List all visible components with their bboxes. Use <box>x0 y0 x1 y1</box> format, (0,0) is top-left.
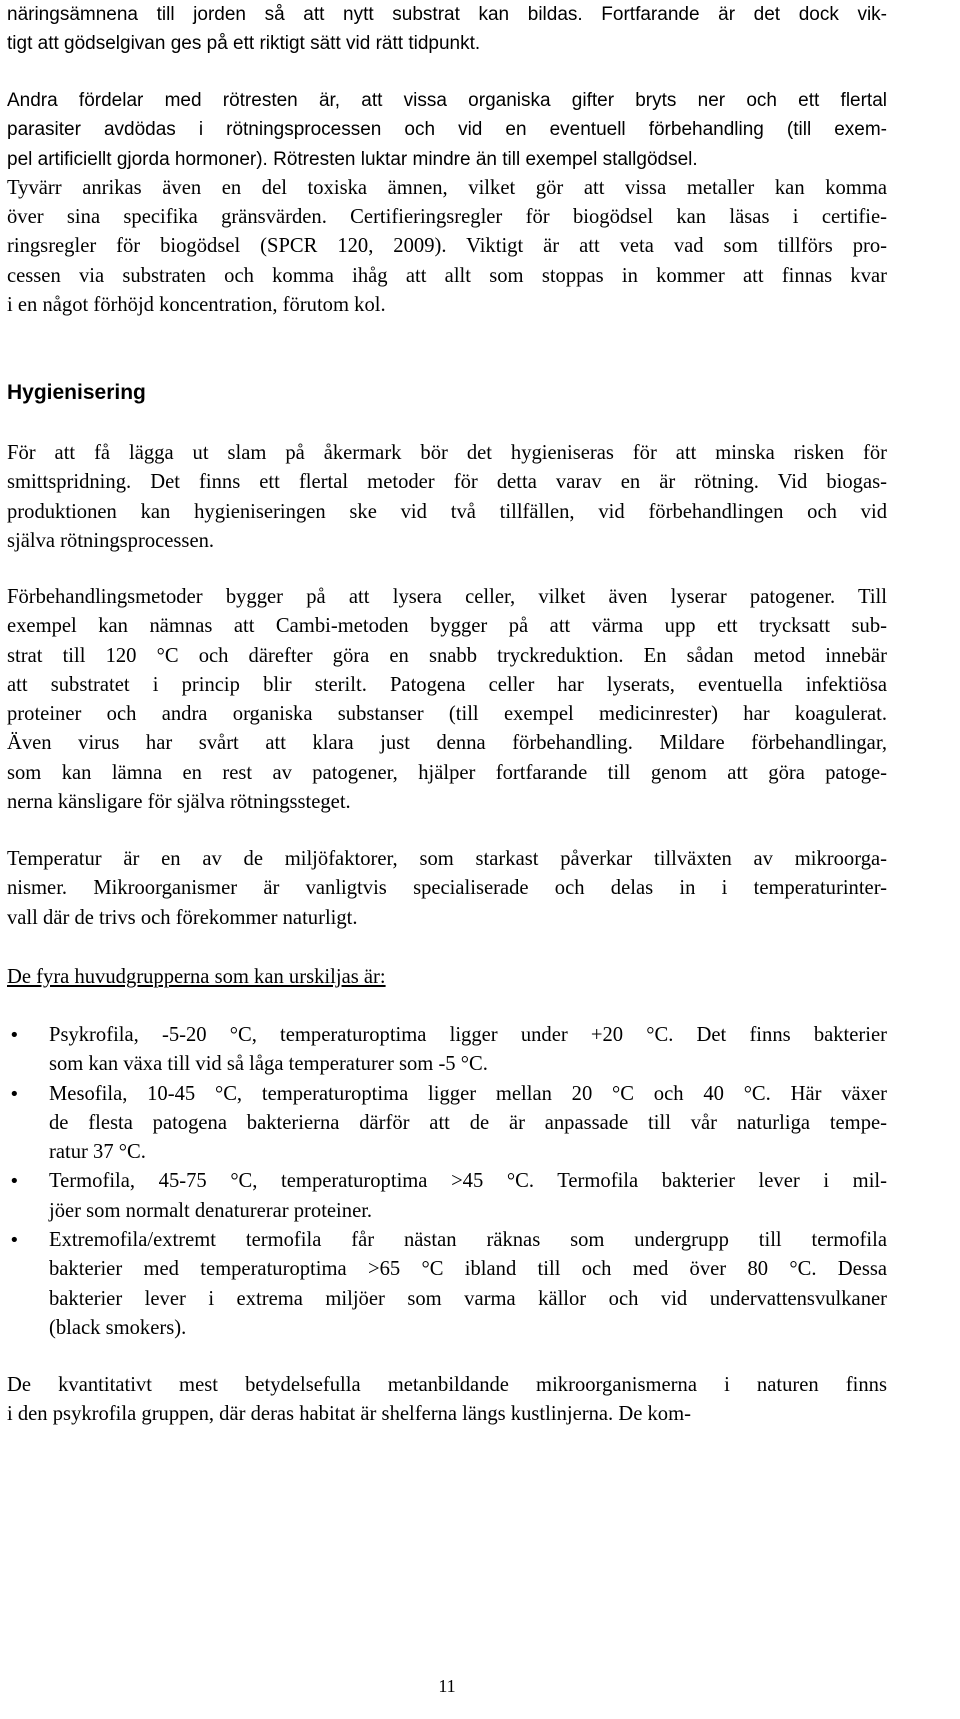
text-line: nismer. Mikroorganismer är vanligtvis specialiserade och delas in i temperaturinter- <box>7 877 887 900</box>
list-item <box>7 1226 887 1343</box>
text-line: (black smokers). <box>49 1316 187 1339</box>
paragraph-methanogens <box>7 1371 887 1430</box>
paragraph-temperature <box>7 845 887 933</box>
text-line: vall där de trivs och förekommer naturligt. <box>7 906 358 929</box>
text-line: parasiter avdödas i rötningsprocessen och vid en eventuell förbehandling (till exem- <box>7 119 887 141</box>
groups-intro: De fyra huvudgrupperna som kan urskiljas är: <box>7 966 386 988</box>
section-heading: Hygienisering <box>7 381 146 404</box>
text-line: produktionen kan hygieniseringen ske vid två tillfällen, vid förbehandlingen och vid <box>7 500 887 523</box>
text-line: ringsregler för biogödsel (SPCR 120, 2009). Viktigt är att veta vad som tillförs pro- <box>7 235 887 258</box>
text-line: de flesta patogena bakterierna därför att de är anpassade till vår naturliga tempe- <box>49 1111 887 1134</box>
text-line: bakterier med temperaturoptima >65 °C ibland till och med över 80 °C. Dessa <box>49 1258 887 1281</box>
text-line: tigt att gödselgivan ges på ett riktigt sätt vid rätt tidpunkt. <box>7 33 481 55</box>
text-line: själva rötningsprocessen. <box>7 529 215 552</box>
text-line: över sina specifika gränsvärden. Certifieringsregler för biogödsel kan läsas i certifie- <box>7 206 887 229</box>
bullet-icon: • <box>9 1083 20 1105</box>
list-item <box>7 1021 887 1080</box>
text-line: som kan lämna en rest av patogener, hjälper fortfarande till genom att göra patoge- <box>7 761 887 784</box>
text-line: Termofila, 45-75 °C, temperaturoptima >45 °C. Termofila bakterier lever i mil- <box>49 1170 887 1193</box>
paragraph-pretreatment <box>7 583 887 817</box>
paragraph-fertilizer <box>7 0 887 59</box>
text-line: strat till 120 °C och därefter göra en snabb tryckreduktion. En sådan metod innebär <box>7 644 887 667</box>
text-line: Mesofila, 10-45 °C, temperaturoptima ligger mellan 20 °C och 40 °C. Här växer <box>49 1082 887 1105</box>
text-line: Psykrofila, -5-20 °C, temperaturoptima ligger under +20 °C. Det finns bakterier <box>49 1024 887 1046</box>
list-item <box>7 1080 887 1168</box>
temperature-groups-list <box>7 1021 887 1343</box>
text-line: För att få lägga ut slam på åkermark bör det hygieniseras för att minska risken för <box>7 442 887 464</box>
text-line: näringsämnena till jorden så att nytt substrat kan bildas. Fortfarande är det dock vik- <box>7 4 887 25</box>
text-line: Extremofila/extremt termofila får nästan räknas som undergrupp till termofila <box>49 1229 887 1252</box>
bullet-icon: • <box>9 1025 20 1046</box>
text-line: nerna känsligare för själva rötningssteget. <box>7 791 351 814</box>
text-line: exempel kan nämnas att Cambi-metoden bygger på att värma upp ett trycksatt sub- <box>7 615 887 638</box>
text-line: Tyvärr anrikas även en del toxiska ämnen, vilket gör att vissa metaller kan komma <box>7 176 887 199</box>
text-line: pel artificiellt gjorda hormoner). Rötresten luktar mindre än till exempel stallgödsel. <box>7 148 698 170</box>
text-line: ratur 37 °C. <box>49 1141 146 1164</box>
bullet-icon: • <box>9 1230 20 1252</box>
paragraph-hygienisation-intro <box>7 439 887 556</box>
text-line: Andra fördelar med rötresten är, att vissa organiska gifter bryts ner och ett flertal <box>7 90 887 111</box>
text-line: Förbehandlingsmetoder bygger på att lysera celler, vilket även lyserar patogener. Till <box>7 586 887 608</box>
text-line: bakterier lever i extrema miljöer som varma källor och vid undervattensvulkaner <box>49 1287 887 1310</box>
text-line: De kvantitativt mest betydelsefulla metanbildande mikroorganismerna i naturen finns <box>7 1374 887 1396</box>
list-item <box>7 1167 887 1226</box>
text-line: Även virus har svårt att klara just denna förbehandling. Mildare förbehandlingar, <box>7 732 887 755</box>
text-line: smittspridning. Det finns ett flertal metoder för detta varav en är rötning. Vid biogas- <box>7 471 887 494</box>
text-line: proteiner och andra organiska substanser (till exempel medicinrester) har koagulerat. <box>7 703 887 726</box>
text-line: att substratet i princip blir sterilt. Patogena celler har lyserats, eventuella infektiösa <box>7 673 887 696</box>
text-line: som kan växa till vid så låga temperaturer som -5 °C. <box>49 1053 488 1076</box>
text-line: cessen via substraten och komma ihåg att allt som stoppas in kommer att finnas kvar <box>7 264 887 287</box>
text-line: i den psykrofila gruppen, där deras habitat är shelferna längs kustlinjerna. De kom- <box>7 1403 691 1426</box>
text-line: Temperatur är en av de miljöfaktorer, som starkast påverkar tillväxten av mikroorga- <box>7 848 887 870</box>
text-line: i en något förhöjd koncentration, förutom kol. <box>7 294 386 317</box>
page-number: 11 <box>438 1676 456 1696</box>
paragraph-digestate-benefits <box>7 86 887 320</box>
text-line: jöer som normalt denaturerar proteiner. <box>49 1199 373 1222</box>
bullet-icon: • <box>9 1171 20 1193</box>
